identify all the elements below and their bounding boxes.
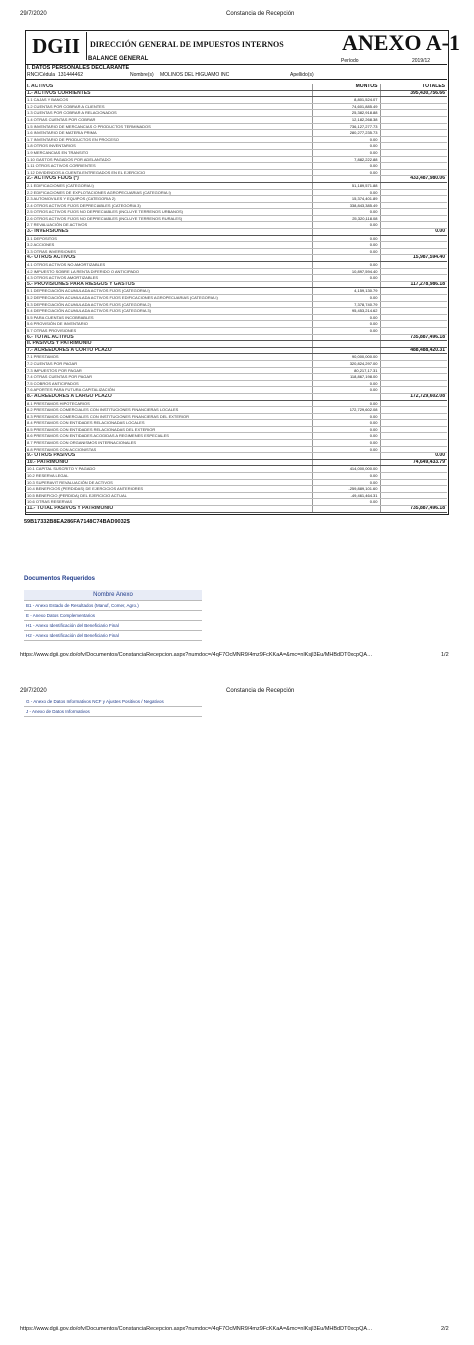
row-label: 2.- ACTIVOS FIJOS (*) bbox=[25, 176, 312, 183]
row-monto bbox=[312, 393, 380, 400]
table-row bbox=[25, 486, 447, 493]
table-row bbox=[25, 301, 447, 308]
table-row bbox=[25, 116, 447, 123]
row-label: 2.4 OTROS ACTIVOS FIJOS DEPRECIABLES (CATEGORIA 3) bbox=[25, 202, 312, 209]
row-monto bbox=[312, 281, 380, 288]
periodo-label: Período bbox=[341, 58, 359, 64]
row-monto: 0.00 bbox=[312, 209, 380, 216]
print-date: 29/7/2020 bbox=[20, 11, 47, 17]
row-total bbox=[380, 116, 447, 123]
row-monto: 7,882,222.88 bbox=[312, 156, 380, 163]
row-monto: 74,601,885.49 bbox=[312, 103, 380, 110]
row-label: 10.- PATRIMONIO bbox=[25, 459, 312, 466]
row-label: 5.- PROVISIONES PARA RIESGOS Y GASTOS bbox=[25, 281, 312, 288]
row-monto: 0.00 bbox=[312, 327, 380, 334]
row-total bbox=[380, 169, 447, 176]
row-monto bbox=[312, 459, 380, 466]
row-monto: -49,461,464.31 bbox=[312, 492, 380, 499]
row-label: 5.2 DEPRECIACIÓN ACUMULADA ACTIVOS FIJOS EDIFICACIONES AGROPECUARIAS (CATEGORIA I) bbox=[25, 295, 312, 302]
row-label: 2.6 OTROS ACTIVOS FIJOS NO DEPRECIABLES (INCLUYE TERRENOS RURALES) bbox=[25, 215, 312, 222]
divider bbox=[86, 32, 87, 60]
row-total: 0.00 bbox=[380, 229, 447, 236]
row-total: 395,430,756.66 bbox=[380, 90, 447, 97]
row-label: 2.2 EDIFICACIONES DE EXPLOTACIONES AGROPECUARIAS (CATEGORIA I) bbox=[25, 189, 312, 196]
table-row bbox=[25, 400, 447, 407]
table-row bbox=[25, 387, 447, 394]
row-total bbox=[380, 354, 447, 361]
row-total bbox=[380, 248, 447, 255]
row-total bbox=[380, 182, 447, 189]
row-label: 5.7 OTRAS PROVISIONES bbox=[25, 327, 312, 334]
table-row bbox=[25, 248, 447, 255]
row-monto bbox=[312, 347, 380, 354]
row-total bbox=[380, 222, 447, 229]
row-label: 10.2 RESERVA LEGAL bbox=[25, 473, 312, 480]
row-total bbox=[380, 413, 447, 420]
row-monto: 320,824,297.00 bbox=[312, 360, 380, 367]
row-label: 1.- ACTIVOS CORRIENTES bbox=[25, 90, 312, 97]
row-total bbox=[380, 387, 447, 394]
table-row bbox=[25, 288, 447, 295]
row-total bbox=[380, 215, 447, 222]
row-label: 10.6 OTRAS RESERVAS bbox=[25, 499, 312, 506]
row-label: 8.- ACREEDORES A LARGO PLAZO bbox=[25, 393, 312, 400]
row-label: 10.3 SUPERAVIT REVALUACIÓN DE ACTIVOS bbox=[25, 479, 312, 486]
row-label: 1.11 OTROS ACTIVOS CORRIENTES bbox=[25, 163, 312, 170]
row-total bbox=[380, 288, 447, 295]
row-total bbox=[380, 163, 447, 170]
row-total bbox=[380, 492, 447, 499]
row-total bbox=[380, 321, 447, 328]
row-total bbox=[380, 275, 447, 282]
document-item[interactable]: H1 - Anexo Identificación del Beneficiario Final bbox=[24, 621, 202, 631]
row-label: 8.7 PRESTAMOS CON ORGANISMOS INTERNACIONALES bbox=[25, 440, 312, 447]
section-row bbox=[25, 176, 447, 183]
row-monto: -259,889,101.60 bbox=[312, 486, 380, 493]
row-monto bbox=[312, 453, 380, 460]
row-total bbox=[380, 268, 447, 275]
table-row bbox=[25, 130, 447, 137]
table-row bbox=[25, 196, 447, 203]
row-monto: 0.00 bbox=[312, 143, 380, 150]
table-row bbox=[25, 354, 447, 361]
row-label: 3.3 OTRAS INVERSIONES bbox=[25, 248, 312, 255]
row-total bbox=[380, 374, 447, 381]
row-monto: 0.00 bbox=[312, 189, 380, 196]
row-total bbox=[380, 426, 447, 433]
row-monto bbox=[312, 229, 380, 236]
row-monto: 0.00 bbox=[312, 420, 380, 427]
apellido-label: Apellido(s) bbox=[290, 72, 314, 78]
table-row bbox=[25, 308, 447, 315]
row-total bbox=[380, 440, 447, 447]
row-label: 1.12 DIVIDENDOS A CUENTA ENTREGADOS EN EL EJERCICIO bbox=[25, 169, 312, 176]
row-total: 735,887,496.18 bbox=[380, 334, 447, 341]
balance-label: BALANCE GENERAL bbox=[88, 56, 149, 62]
table-row bbox=[25, 235, 447, 242]
documents-header: Nombre Anexo bbox=[24, 590, 202, 601]
row-monto: 0.00 bbox=[312, 400, 380, 407]
row-label: 7.4 OTRAS CUENTAS POR PAGAR bbox=[25, 374, 312, 381]
row-label: 1.3 CUENTAS POR COBRAR A RELACIONADOS bbox=[25, 110, 312, 117]
row-monto: 0.00 bbox=[312, 295, 380, 302]
table-row bbox=[25, 123, 447, 130]
section-row bbox=[25, 459, 447, 466]
row-label: 3.2 ACCIONES bbox=[25, 242, 312, 249]
print-header-title: Constancia de Recepción bbox=[226, 11, 295, 17]
row-monto: MONTOS bbox=[312, 84, 380, 90]
row-label: 10.4 BENEFICIOS (PERDIDAS) DE EJERCICIOS ANTERIORES bbox=[25, 486, 312, 493]
row-label: 1.8 OTROS INVENTARIOS bbox=[25, 143, 312, 150]
print-header-title: Constancia de Recepción bbox=[226, 688, 295, 694]
row-label: 7.6 APORTES PARA FUTURA CAPITALIZACIÓN bbox=[25, 387, 312, 394]
row-label: 1.7 INVENTARIO DE PRODUCTOS EN PROCESO bbox=[25, 136, 312, 143]
row-label: 2.1 EDIFICACIONES (CATEGORIA I) bbox=[25, 182, 312, 189]
row-label: 10.5 BENEFICIO (PERDIDA) DEL EJERCICIO ACTUAL bbox=[25, 492, 312, 499]
row-total: 0.00 bbox=[380, 453, 447, 460]
row-total: 15,987,594.40 bbox=[380, 255, 447, 262]
row-total bbox=[380, 123, 447, 130]
row-total bbox=[380, 486, 447, 493]
document-item[interactable]: G - Anexo de Datos Informativos NCF y Ajustes Positivos / Negativos bbox=[24, 697, 202, 707]
document-item[interactable]: E - Anexo Datos Complementarios bbox=[24, 611, 202, 621]
row-total bbox=[380, 360, 447, 367]
row-monto: 90,000,000.00 bbox=[312, 354, 380, 361]
row-label: 9.- OTROS PASIVOS bbox=[25, 453, 312, 460]
row-monto: 0.00 bbox=[312, 387, 380, 394]
row-total bbox=[380, 262, 447, 269]
row-label: 2.5 OTROS ACTIVOS FIJOS NO DEPRECIABLES (INCLUYE TERRENOS URBANOS) bbox=[25, 209, 312, 216]
row-monto: 172,729,602.08 bbox=[312, 407, 380, 414]
row-monto: 0.00 bbox=[312, 248, 380, 255]
table-row bbox=[25, 202, 447, 209]
table-row bbox=[25, 440, 447, 447]
row-total bbox=[380, 110, 447, 117]
rnc-value: 131444462 bbox=[58, 72, 84, 78]
row-monto: 0.00 bbox=[312, 380, 380, 387]
section-row bbox=[25, 229, 447, 236]
section-row bbox=[25, 347, 447, 354]
row-total: TOTALES bbox=[380, 84, 447, 90]
row-monto bbox=[312, 255, 380, 262]
row-label: 10.1 CAPITAL SUSCRITO Y PAGADO bbox=[25, 466, 312, 473]
row-label: II. PASIVOS Y PATRIMONIO bbox=[25, 341, 312, 348]
row-monto: 0.00 bbox=[312, 222, 380, 229]
table-row bbox=[25, 169, 447, 176]
balance-table bbox=[25, 84, 447, 513]
table-row bbox=[25, 360, 447, 367]
row-label: 8.8 PRESTAMOS CON ACCIONISTAS bbox=[25, 446, 312, 453]
row-label: 1.2 CUENTAS POR COBRAR A CLIENTES bbox=[25, 103, 312, 110]
row-monto: 736,127,277.73 bbox=[312, 123, 380, 130]
row-total bbox=[380, 202, 447, 209]
page-url[interactable]: https://www.dgii.gov.do/ofv/Documentos/ConstanciaRecepcion.aspx?numdoc=/4qF7OcMNR9/4mz9FcKKaA=&mc=nlKsjl3Eu/MHBdDT0xcpQA… bbox=[20, 652, 373, 658]
table-row bbox=[25, 242, 447, 249]
table-row bbox=[25, 295, 447, 302]
row-label: 7.3 IMPUESTOS POR PAGAR bbox=[25, 367, 312, 374]
row-total bbox=[380, 473, 447, 480]
page-number: 1/2 bbox=[441, 652, 449, 658]
hash-code: 59B17332B8EA286FA7148C74BAD9032$ bbox=[24, 519, 130, 525]
section-row bbox=[25, 255, 447, 262]
table-row bbox=[25, 374, 447, 381]
row-monto bbox=[312, 176, 380, 183]
row-total bbox=[380, 499, 447, 506]
row-label: 8.1 PRESTAMOS HIPOTECARIOS bbox=[25, 400, 312, 407]
row-total bbox=[380, 130, 447, 137]
row-monto: 0.00 bbox=[312, 321, 380, 328]
row-monto: 0.00 bbox=[312, 499, 380, 506]
table-row bbox=[25, 209, 447, 216]
row-total bbox=[380, 235, 447, 242]
table-row bbox=[25, 420, 447, 427]
section-row bbox=[25, 281, 447, 288]
row-monto: 25,382,918.88 bbox=[312, 110, 380, 117]
row-monto: 0.00 bbox=[312, 235, 380, 242]
row-monto: 15,374,401.89 bbox=[312, 196, 380, 203]
row-label: 1.4 OTRAS CUENTAS POR COBRAR bbox=[25, 116, 312, 123]
row-monto: 0.00 bbox=[312, 426, 380, 433]
row-monto: 0.00 bbox=[312, 413, 380, 420]
row-monto: 0.00 bbox=[312, 314, 380, 321]
row-label: 1.9 MERCANCIAS EN TRANSITO bbox=[25, 149, 312, 156]
row-total bbox=[380, 196, 447, 203]
row-monto: 0.00 bbox=[312, 473, 380, 480]
row-total bbox=[380, 446, 447, 453]
row-total bbox=[380, 314, 447, 321]
table-row bbox=[25, 479, 447, 486]
nombre-label: Nombre(s) bbox=[130, 72, 154, 78]
row-monto: 0.00 bbox=[312, 149, 380, 156]
row-label: 5.3 DEPRECIACIÓN ACUMULADA ACTIVOS FIJOS (CATEGORIA 2) bbox=[25, 301, 312, 308]
row-monto: 0.00 bbox=[312, 163, 380, 170]
table-row bbox=[25, 446, 447, 453]
table-row bbox=[25, 110, 447, 117]
row-total bbox=[380, 341, 447, 348]
table-row bbox=[25, 143, 447, 150]
table-row bbox=[25, 149, 447, 156]
section-row bbox=[25, 334, 447, 341]
row-label: 5.5 PARA CUENTAS INCOBRABLES bbox=[25, 314, 312, 321]
table-row bbox=[25, 321, 447, 328]
row-label: 7.5 COBROS ANTICIPADOS bbox=[25, 380, 312, 387]
row-label: 3.1 DEPOSITOS bbox=[25, 235, 312, 242]
anexo-title: ANEXO A-1 bbox=[342, 30, 460, 55]
table-row bbox=[25, 275, 447, 282]
row-label: 7.1 PRESTAMOS bbox=[25, 354, 312, 361]
table-row bbox=[25, 367, 447, 374]
table-row bbox=[25, 327, 447, 334]
row-monto: 10,897,594.40 bbox=[312, 268, 380, 275]
table-row bbox=[25, 499, 447, 506]
table-row bbox=[25, 473, 447, 480]
row-label: 4.1 OTROS ACTIVOS NO AMORTIZABLES bbox=[25, 262, 312, 269]
row-monto: 0.00 bbox=[312, 440, 380, 447]
row-label: 2.7 REVALUACIÓN DE ACTIVOS bbox=[25, 222, 312, 229]
row-total: 172,729,602.08 bbox=[380, 393, 447, 400]
row-label: 5.4 DEPRECIACIÓN ACUMULADA ACTIVOS FIJOS (CATEGORIA 3) bbox=[25, 308, 312, 315]
row-label: 4.2 IMPUESTO SOBRE LA RENTA DIFERIDO O ANTICIPADO bbox=[25, 268, 312, 275]
table-row bbox=[25, 433, 447, 440]
print-date: 29/7/2020 bbox=[20, 688, 47, 694]
table-row bbox=[25, 222, 447, 229]
table-row bbox=[25, 103, 447, 110]
row-label: 7.- ACREEDORES A CORTO PLAZO bbox=[25, 347, 312, 354]
section-row bbox=[25, 393, 447, 400]
row-total bbox=[380, 189, 447, 196]
row-label: I. ACTIVOS bbox=[25, 84, 312, 90]
row-monto: 25,320,118.08 bbox=[312, 215, 380, 222]
row-total bbox=[380, 149, 447, 156]
table-row bbox=[25, 156, 447, 163]
row-monto: 0.00 bbox=[312, 242, 380, 249]
table-row bbox=[25, 314, 447, 321]
row-monto bbox=[312, 506, 380, 513]
table-row bbox=[25, 492, 447, 499]
row-label: 3.- INVERSIONES bbox=[25, 229, 312, 236]
row-monto: 118,867,198.00 bbox=[312, 374, 380, 381]
row-label: 1.6 INVENTARIO DE MATERIA PRIMA bbox=[25, 130, 312, 137]
periodo-value: 2019/12 bbox=[412, 58, 431, 64]
row-monto: 7,378,740.79 bbox=[312, 301, 380, 308]
section-row bbox=[25, 453, 447, 460]
row-label: 1.1 CAJAS Y BANCOS bbox=[25, 97, 312, 104]
row-total bbox=[380, 103, 447, 110]
row-monto: 4,159,130.79 bbox=[312, 288, 380, 295]
row-total bbox=[380, 295, 447, 302]
row-total bbox=[380, 97, 447, 104]
row-total bbox=[380, 479, 447, 486]
table-row bbox=[25, 215, 447, 222]
row-label: 1.10 GASTOS PAGADOS POR ADELANTADO bbox=[25, 156, 312, 163]
rnc-label: RNC/Cédula bbox=[27, 72, 56, 78]
table-row bbox=[25, 163, 447, 170]
row-total bbox=[380, 367, 447, 374]
dgii-logo: DGII bbox=[32, 33, 80, 58]
table-row bbox=[25, 262, 447, 269]
row-total bbox=[380, 156, 447, 163]
row-total bbox=[380, 407, 447, 414]
row-label: 5.1 DEPRECIACIÓN ACUMULADA ACTIVOS FIJOS (CATEGORIA I) bbox=[25, 288, 312, 295]
row-monto bbox=[312, 90, 380, 97]
row-monto: 51,189,571.88 bbox=[312, 182, 380, 189]
agency-title: DIRECCIÓN GENERAL DE IMPUESTOS INTERNOS bbox=[90, 40, 284, 49]
row-monto: 0.00 bbox=[312, 136, 380, 143]
row-label: 8.3 PRESTAMOS COMERCIALES CON INSTITUCIONES FINANCIERAS DEL EXTERIOR bbox=[25, 413, 312, 420]
row-total: 433,487,980.06 bbox=[380, 176, 447, 183]
table-row bbox=[25, 97, 447, 104]
table-row bbox=[25, 413, 447, 420]
row-total bbox=[380, 301, 447, 308]
row-total: 735,887,496.18 bbox=[380, 506, 447, 513]
personal-data-title: I. DATOS PERSONALES DECLARANTE bbox=[27, 65, 130, 71]
row-label: 4.- OTROS ACTIVOS bbox=[25, 255, 312, 262]
documents-list bbox=[24, 590, 202, 641]
table-row bbox=[25, 136, 447, 143]
row-label: 8.2 PRESTAMOS COMERCIALES CON INSTITUCIONES FINANCIERAS LOCALES bbox=[25, 407, 312, 414]
row-monto: 8,801,524.07 bbox=[312, 97, 380, 104]
row-monto: 95,453,214.62 bbox=[312, 308, 380, 315]
row-total bbox=[380, 143, 447, 150]
row-label: 4.3 OTROS ACTIVOS AMORTIZABLES bbox=[25, 275, 312, 282]
row-monto: 338,843,385.49 bbox=[312, 202, 380, 209]
row-total: 117,278,986.18 bbox=[380, 281, 447, 288]
row-total bbox=[380, 242, 447, 249]
row-total bbox=[380, 327, 447, 334]
page-number: 2/2 bbox=[441, 1326, 449, 1332]
table-row bbox=[25, 189, 447, 196]
row-total bbox=[380, 308, 447, 315]
row-total bbox=[380, 433, 447, 440]
table-row bbox=[25, 380, 447, 387]
row-total bbox=[380, 466, 447, 473]
documents-list bbox=[24, 697, 202, 717]
nombre-value: MOLINOS DEL HIGUAMO INC bbox=[160, 72, 230, 78]
row-total: 74,649,433.79 bbox=[380, 459, 447, 466]
documents-title: Documentos Requeridos bbox=[24, 576, 96, 582]
table-row bbox=[25, 268, 447, 275]
row-monto bbox=[312, 341, 380, 348]
section-row bbox=[25, 506, 447, 513]
row-label: 8.5 PRESTAMOS CON ENTIDADES RELACIONADAS DEL EXTERIOR bbox=[25, 426, 312, 433]
row-total bbox=[380, 380, 447, 387]
row-total bbox=[380, 400, 447, 407]
section-row bbox=[25, 341, 447, 348]
row-monto: 0.00 bbox=[312, 433, 380, 440]
document-item[interactable]: B1 - Anexo Estado de Resultados (Manuf, Comer, Agro.) bbox=[24, 601, 202, 611]
row-label: 1.5 INVENTARIO DE MERCANCIAS O PRODUCTOS TERMINADOS bbox=[25, 123, 312, 130]
row-total bbox=[380, 420, 447, 427]
row-label: 6.- TOTAL ACTIVOS bbox=[25, 334, 312, 341]
divider bbox=[25, 79, 447, 80]
row-total bbox=[380, 136, 447, 143]
row-monto: 0.00 bbox=[312, 275, 380, 282]
row-label: 11.- TOTAL PASIVOS Y PATRIMONIO bbox=[25, 506, 312, 513]
table-row bbox=[25, 407, 447, 414]
section-row bbox=[25, 90, 447, 97]
document-item[interactable]: J - Anexo de Datos Informativos bbox=[24, 707, 202, 717]
row-label: 2.3 AUTOMOVILES Y EQUIPOS (CATEGORIA 2) bbox=[25, 196, 312, 203]
page-url[interactable]: https://www.dgii.gov.do/ofv/Documentos/ConstanciaRecepcion.aspx?numdoc=/4qF7OcMNR9/4mz9FcKKaA=&mc=nlKsjl3Eu/MHBdDT0xcpQA… bbox=[20, 1326, 373, 1332]
row-total bbox=[380, 209, 447, 216]
table-row bbox=[25, 426, 447, 433]
row-label: 8.6 PRESTAMOS CON ENTIDADES ACOGIDAS A REGIMENES ESPECIALES bbox=[25, 433, 312, 440]
row-monto: 0.00 bbox=[312, 262, 380, 269]
row-label: 5.6 PROVISIÓN DE INVENTARIO bbox=[25, 321, 312, 328]
row-monto: 0.00 bbox=[312, 446, 380, 453]
row-monto: 12,182,268.38 bbox=[312, 116, 380, 123]
row-monto: 0.00 bbox=[312, 169, 380, 176]
row-total: 488,488,420.31 bbox=[380, 347, 447, 354]
row-label: 8.4 PRESTAMOS CON ENTIDADES RELACIONADAS LOCALES bbox=[25, 420, 312, 427]
table-row bbox=[25, 466, 447, 473]
row-monto bbox=[312, 334, 380, 341]
row-monto: 0.00 bbox=[312, 479, 380, 486]
row-monto: 80,217,17.31 bbox=[312, 367, 380, 374]
row-label: 7.2 CUENTAS POR PAGAR bbox=[25, 360, 312, 367]
row-monto: 414,000,000.00 bbox=[312, 466, 380, 473]
document-item[interactable]: H2 - Anexo Identificación del Beneficiario Final bbox=[24, 631, 202, 641]
table-row bbox=[25, 182, 447, 189]
row-monto: 280,277,235.73 bbox=[312, 130, 380, 137]
